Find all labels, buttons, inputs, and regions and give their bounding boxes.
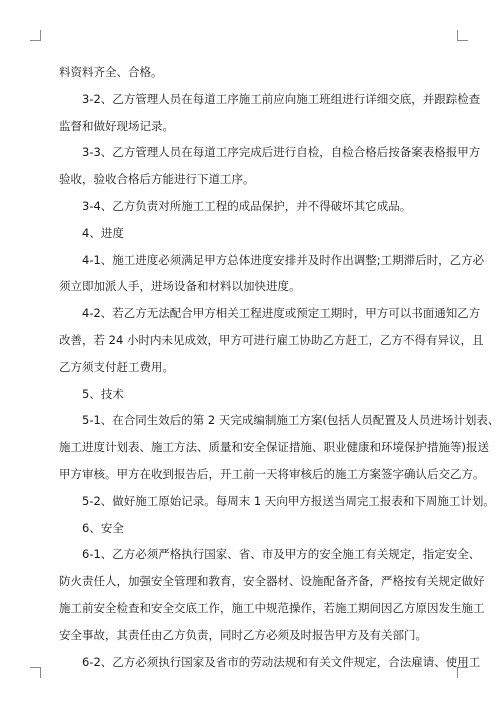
text-line: 5-1、在合同生效后的第 2 天完成编制施工方案(包括人员配置及人员进场计划表、 (82, 413, 500, 428)
text-line: 甲方审核。甲方在收到报告后，开工前一天将审核后的施工方案签字确认后交乙方。 (59, 466, 485, 481)
text-line: 施工进度计划表、施工方法、质量和安全保证措施、职业健康和环境保护措施等)报送 (59, 440, 489, 455)
text-line: 6-1、乙方必须严格执行国家、省、市及甲方的安全施工有关规定，指定安全、 (82, 547, 481, 562)
section-heading: 6、安全 (82, 520, 124, 535)
text-line: 料资料齐全、合格。 (59, 65, 163, 79)
text-line: 防火责任人，加强安全管理和教育，安全器材、设施配备齐备，严格按有关规定做好 (59, 574, 485, 589)
text-line: 验收，验收合格后方能进行下道工序。 (59, 172, 255, 187)
text-line: 须立即加派人手，进场设备和材料以加快进度。 (59, 279, 301, 294)
text-line: 施工前安全检查和安全交底工作，施工中规范操作，若施工期间因乙方原因发生施工 (59, 600, 485, 615)
text-line: 3-4、乙方负责对所施工工程的成品保护，并不得破坏其它成品。 (82, 198, 412, 213)
text-line: 3-3、乙方管理人员在每道工序完成后进行自检，自检合格后按备案表格报甲方 (82, 145, 481, 160)
text-line: 4-1、施工进度必须满足甲方总体进度安排并及时作出调整;工期滞后时，乙方必 (82, 252, 485, 267)
crop-mark-bottom-left (30, 667, 41, 678)
text-line: 安全事故，其责任由乙方负责，同时乙方必须及时报告甲方及有关部门。 (59, 627, 427, 642)
crop-mark-top-right (457, 30, 468, 41)
text-line: 6-2、乙方必须执行国家及省市的劳动法规和有关文件规定，合法雇请、使用工 (82, 654, 481, 669)
text-line: 5-2、做好施工原始记录。每周末 1 天向甲方报送当周完工报表和下周施工计划。 (82, 493, 495, 508)
text-line: 4-2、若乙方无法配合甲方相关工程进度或预定工期时，甲方可以书面通知乙方 (82, 306, 481, 321)
section-heading: 4、进度 (82, 225, 124, 240)
text-line: 改善，若 24 小时内未见成效，甲方可进行雇工协助乙方赶工，乙方不得有异议，且 (59, 332, 484, 347)
document-body (59, 64, 500, 680)
crop-mark-top-left (30, 30, 41, 41)
text-line: 3-2、乙方管理人员在每道工序施工前应向施工班组进行详细交底，并跟踪检查 (82, 91, 481, 106)
text-line: 监督和做好现场记录。 (59, 118, 174, 133)
section-heading: 5、技术 (82, 386, 124, 401)
text-line: 乙方须支付赶工费用。 (59, 359, 174, 374)
